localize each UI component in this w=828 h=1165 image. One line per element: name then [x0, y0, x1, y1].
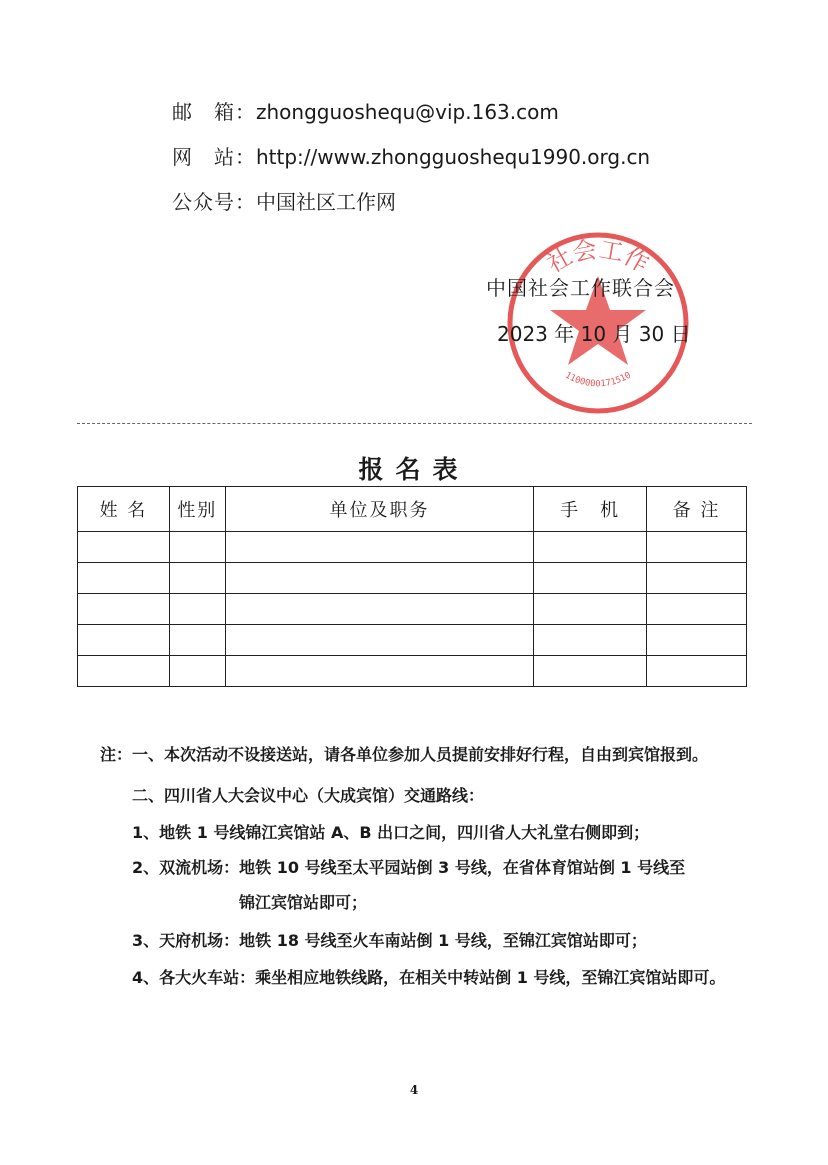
table-row: [78, 594, 747, 625]
notes-line-4b: 锦江宾馆站即可；: [239, 893, 368, 912]
table-cell[interactable]: [169, 594, 225, 625]
header-organization-position: 单位及职务: [225, 487, 533, 532]
notes-line-2: 二、四川省人大会议中心（大成宾馆）交通路线：: [132, 786, 485, 805]
table-cell[interactable]: [534, 656, 647, 687]
notes-line-5: 3、天府机场：地铁 18 号线至火车南站倒 1 号线，至锦江宾馆站即可；: [132, 931, 647, 950]
signup-table: [77, 486, 747, 687]
seal-top-text: 社会工作: [542, 235, 654, 279]
header-remarks: 备 注: [647, 487, 747, 532]
table-cell[interactable]: [534, 532, 647, 563]
table-cell[interactable]: [78, 625, 170, 656]
table-row: [78, 656, 747, 687]
email-value[interactable]: zhongguoshequ@vip.163.com: [256, 100, 559, 124]
issue-date: 2023 年 10 月 30 日: [497, 322, 691, 346]
table-row: [78, 625, 747, 656]
header-mobile: 手 机: [534, 487, 647, 532]
table-cell[interactable]: [169, 563, 225, 594]
notes-prefix: 注：: [100, 745, 133, 764]
table-header-row: [78, 487, 747, 532]
email-label: 邮 箱：: [172, 100, 256, 124]
website-line: [172, 143, 650, 171]
table-cell[interactable]: [78, 532, 170, 563]
table-cell[interactable]: [647, 594, 747, 625]
table-row: [78, 563, 747, 594]
table-cell[interactable]: [225, 532, 533, 563]
email-line: [172, 98, 559, 126]
table-cell[interactable]: [534, 563, 647, 594]
dashed-divider: [77, 423, 752, 424]
table-cell[interactable]: [534, 625, 647, 656]
header-name: 姓 名: [78, 487, 170, 532]
website-value[interactable]: http://www.zhongguoshequ1990.org.cn: [256, 145, 651, 169]
table-cell[interactable]: [225, 656, 533, 687]
table-cell[interactable]: [78, 563, 170, 594]
website-label: 网 站：: [172, 145, 256, 169]
org-name: 中国社会工作联合会: [486, 276, 675, 300]
table-cell[interactable]: [78, 656, 170, 687]
notes-line-1: [100, 742, 708, 765]
page-number: 4: [409, 1083, 419, 1097]
table-row: [78, 532, 747, 563]
header-gender: 性别: [169, 487, 225, 532]
wechat-line: [172, 188, 396, 216]
wechat-value: 中国社区工作网: [256, 190, 396, 214]
table-cell[interactable]: [534, 594, 647, 625]
notes-line-4a: 2、双流机场：地铁 10 号线至太平园站倒 3 号线，在省体育馆站倒 1 号线至: [132, 858, 686, 877]
table-cell[interactable]: [225, 563, 533, 594]
table-cell[interactable]: [169, 532, 225, 563]
table-cell[interactable]: [225, 625, 533, 656]
table-cell[interactable]: [78, 594, 170, 625]
table-cell[interactable]: [169, 656, 225, 687]
form-title: 报名表: [358, 455, 470, 484]
wechat-label: 公众号：: [172, 190, 256, 214]
seal-number: 1100000171510: [563, 370, 633, 390]
table-cell[interactable]: [647, 532, 747, 563]
notes-line-3: 1、地铁 1 号线锦江宾馆站 A、B 出口之间，四川省人大礼堂右侧即到；: [132, 823, 650, 842]
table-cell[interactable]: [169, 625, 225, 656]
table-cell[interactable]: [225, 594, 533, 625]
table-cell[interactable]: [647, 625, 747, 656]
notes-line-6: 4、各大火车站：乘坐相应地铁线路，在相关中转站倒 1 号线，至锦江宾馆站即可。: [132, 968, 726, 987]
table-cell[interactable]: [647, 656, 747, 687]
svg-text:1100000171510: [563, 371, 633, 390]
table-cell[interactable]: [647, 563, 747, 594]
notes-text-1: 一、本次活动不设接送站，请各单位参加人员提前安排好行程，自由到宾馆报到。: [132, 745, 709, 764]
